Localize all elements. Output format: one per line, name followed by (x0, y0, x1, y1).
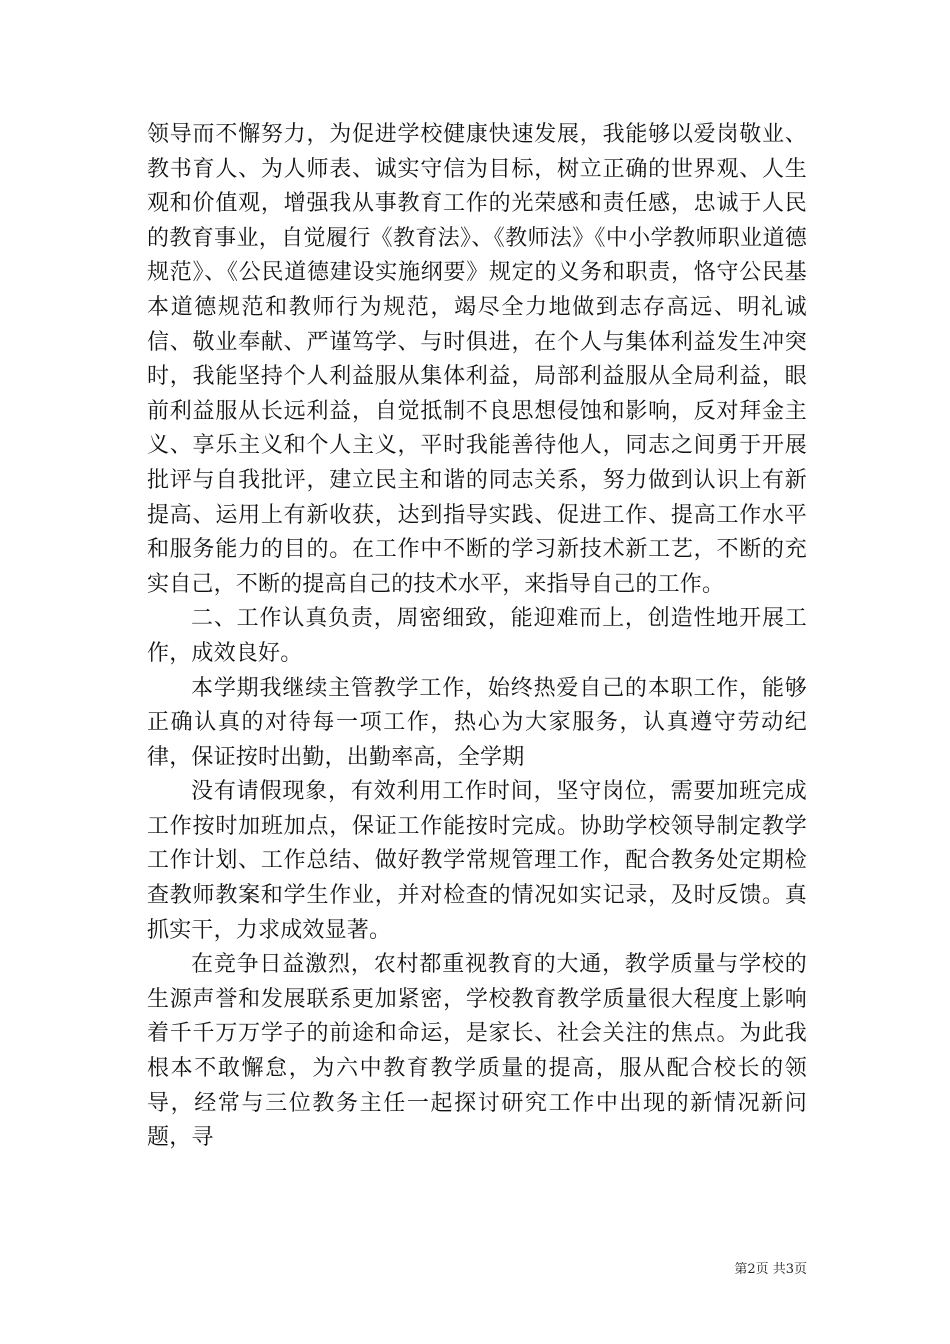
page-number-footer: 第2页 共3页 (734, 1262, 807, 1277)
paragraph-1: 领导而不懈努力，为促进学校健康快速发展，我能够以爱岗敬业、教书育人、为人师表、诚实守信为目标，树立正确的世界观、人生观和价值观，增强我从事教育工作的光荣感和责任感，忠诚于人民的教育事业，自觉履行《教育法》、《教师法》《中小学教师职业道德规范》、《公民道德建设实施纲要》规定的义务和职责，恪守公民基本道德规范和教师行为规范，竭尽全力地做到志存高远、明礼诚信、敬业奉献、严谨笃学、与时俱进，在个人与集体利益发生冲突时，我能坚持个人利益服从集体利益，局部利益服从全局利益，眼前利益服从长远利益，自觉抵制不良思想侵蚀和影响，反对拜金主义、享乐主义和个人主义，平时我能善待他人，同志之间勇于开展批评与自我批评，建立民主和谐的同志关系，努力做到认识上有新提高、运用上有新收获，达到指导实践、促进工作、提高工作水平和服务能力的目的。在工作中不断的学习新技术新工艺，不断的充实自己，不断的提高自己的技术水平，来指导自己的工作。 (147, 122, 807, 597)
paragraph-5: 在竞争日益激烈，农村都重视教育的大通，教学质量与学校的生源声誉和发展联系更加紧密，学校教育教学质量很大程度上影响着千千万万学子的前途和命运，是家长、社会关注的焦点。为此我根本不敢懈怠，为六中教育教学质量的提高，服从配合校长的领导，经常与三位教务主任一起探讨研究工作中出现的新情况新问题，寻 (147, 952, 807, 1151)
paragraph-2-heading: 二、工作认真负责，周密细致，能迎难而上，创造性地开展工作，成效良好。 (147, 606, 807, 666)
paragraph-3: 本学期我继续主管教学工作，始终热爱自己的本职工作，能够正确认真的对待每一项工作，热心为大家服务，认真遵守劳动纪律，保证按时出勤，出勤率高，全学期 (147, 675, 807, 770)
paragraph-4: 没有请假现象，有效利用工作时间，坚守岗位，需要加班完成工作按时加班加点，保证工作能按时完成。协助学校领导制定教学工作计划、工作总结、做好教学常规管理工作，配合教务处定期检查教师教案和学生作业，并对检查的情况如实记录，及时反馈。真抓实干，力求成效显著。 (147, 779, 807, 943)
document-body (147, 118, 807, 1156)
